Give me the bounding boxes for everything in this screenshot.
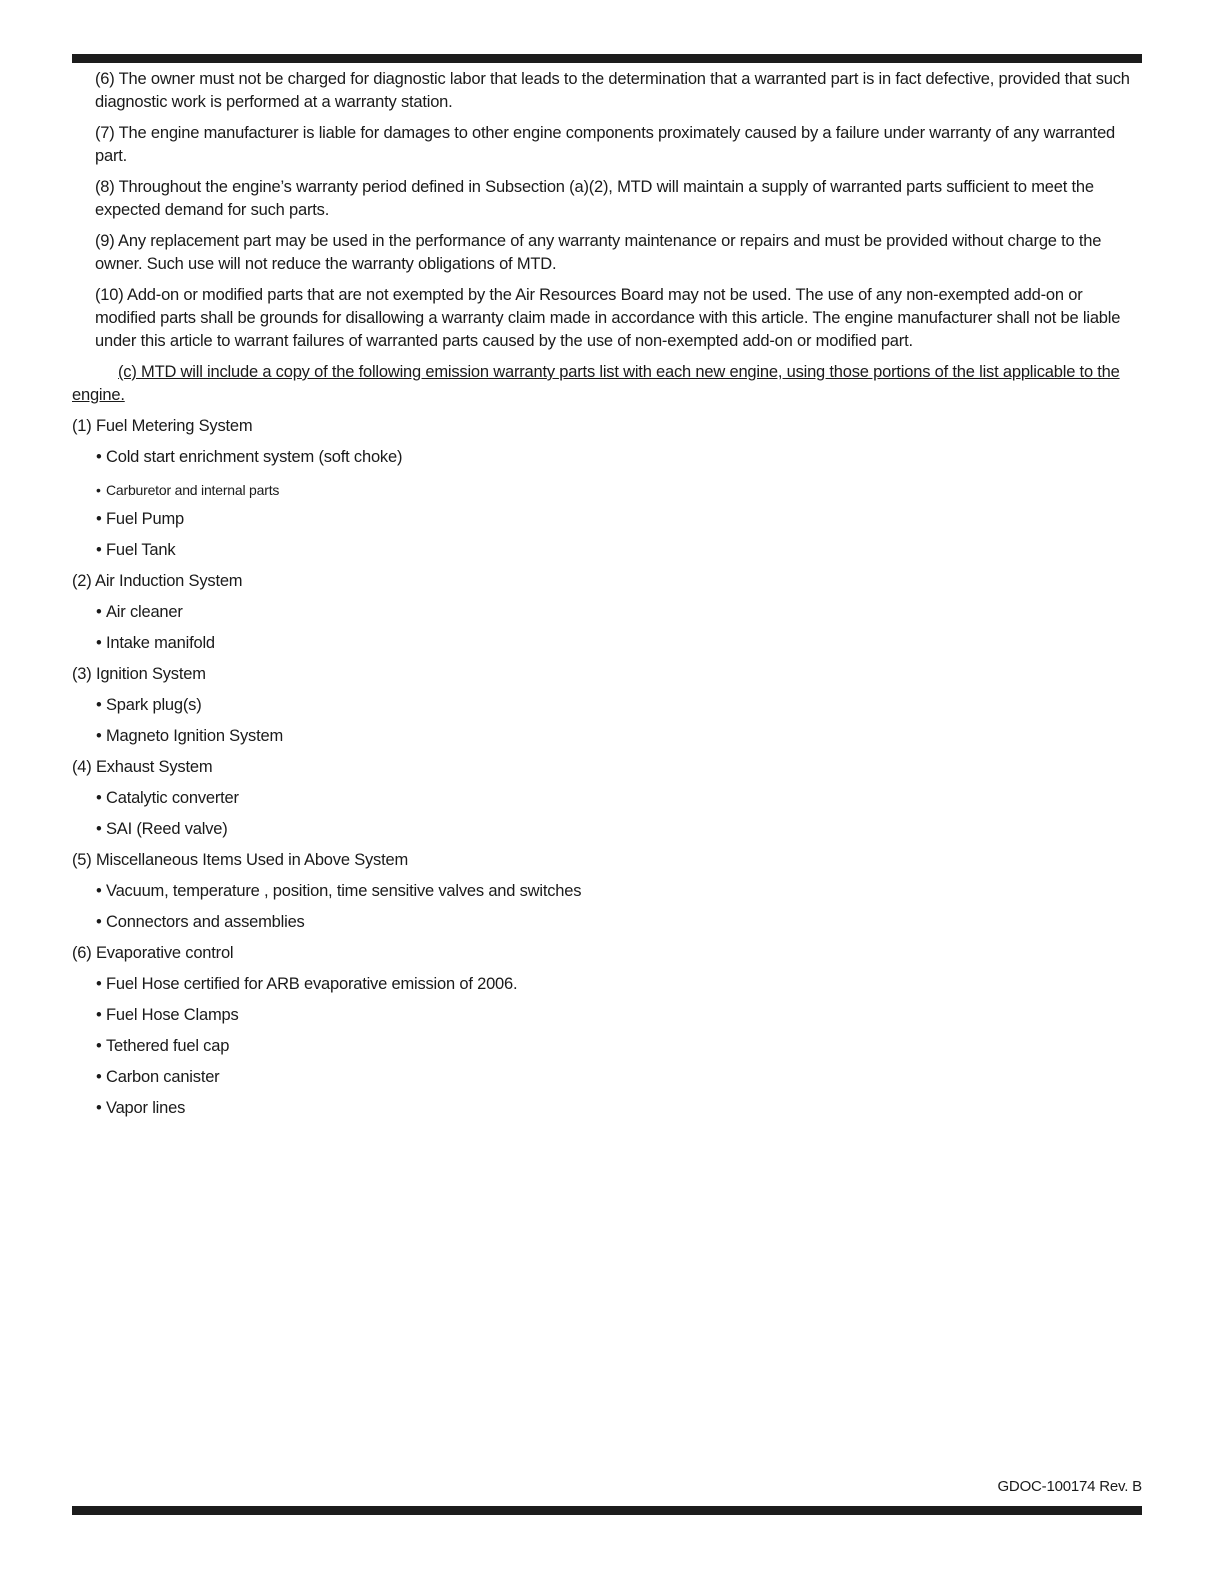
section-ignition	[72, 663, 1142, 756]
paragraph-10: (10) Add-on or modified parts that are not exempted by the Air Resources Board may not be used. The use of any non-exempted add-on or modified parts shall be grounds for disallowing a warranty claim made in accordance with this article. The engine manufacturer shall not be liable under this article to warrant failures of warranted parts caused by the use of non-exempted add-on or modified part.	[95, 286, 1121, 350]
section-heading: (4) Exhaust System	[72, 758, 213, 776]
list-item: • Air cleaner	[72, 601, 1142, 632]
list-item: • Intake manifold	[72, 632, 1142, 663]
list-item: • Fuel Hose Clamps	[72, 1004, 1142, 1035]
section-air-induction	[72, 570, 1142, 663]
list-item: • SAI (Reed valve)	[72, 818, 1142, 849]
bullet-icon: •	[96, 510, 102, 528]
bullet-icon: •	[96, 727, 102, 745]
list-item: • Cold start enrichment system (soft choke)	[72, 446, 1142, 477]
list-item: • Fuel Pump	[72, 508, 1142, 539]
top-rule	[72, 54, 1142, 63]
list-item: • Magneto Ignition System	[72, 725, 1142, 756]
section-heading: (3) Ignition System	[72, 665, 206, 683]
section-miscellaneous	[72, 849, 1142, 942]
bullet-icon: •	[96, 603, 102, 621]
section-heading: (2) Air Induction System	[72, 572, 243, 590]
bullet-icon: •	[96, 541, 102, 559]
bullet-icon: •	[96, 913, 102, 931]
bullet-icon: •	[96, 975, 102, 993]
section-heading: (1) Fuel Metering System	[72, 417, 253, 435]
list-item: • Connectors and assemblies	[72, 911, 1142, 942]
bullet-icon: •	[96, 1006, 102, 1024]
paragraph-6: (6) The owner must not be charged for diagnostic labor that leads to the determination that a warranted part is in fact defective, provided that such diagnostic work is performed at a warranty station.	[95, 70, 1130, 111]
list-item: • Catalytic converter	[72, 787, 1142, 818]
section-heading: (6) Evaporative control	[72, 944, 234, 962]
document-code: GDOC-100174 Rev. B	[997, 1478, 1142, 1495]
bullet-icon: •	[96, 882, 102, 900]
paragraph-9: (9) Any replacement part may be used in the performance of any warranty maintenance or repairs and must be provided without charge to the owner. Such use will not reduce the warranty obligations of MTD.	[95, 232, 1102, 273]
section-fuel-metering	[72, 415, 1142, 570]
list-item: • Fuel Tank	[72, 539, 1142, 570]
section-exhaust	[72, 756, 1142, 849]
document-body	[72, 68, 1142, 1128]
bullet-icon: •	[96, 482, 101, 498]
bullet-icon: •	[96, 789, 102, 807]
section-evaporative	[72, 942, 1142, 1128]
bullet-icon: •	[96, 634, 102, 652]
list-item: • Vapor lines	[72, 1097, 1142, 1128]
list-item: • Spark plug(s)	[72, 694, 1142, 725]
list-item: • Carbon canister	[72, 1066, 1142, 1097]
bullet-icon: •	[96, 820, 102, 838]
list-item: • Carburetor and internal parts	[96, 482, 280, 498]
bullet-icon: •	[96, 696, 102, 714]
bottom-rule	[72, 1506, 1142, 1515]
paragraph-7: (7) The engine manufacturer is liable for damages to other engine components proximately caused by a failure under warranty of any warranted part.	[95, 124, 1116, 165]
list-item: • Vacuum, temperature , position, time sensitive valves and switches	[72, 880, 1142, 911]
paragraph-8: (8) Throughout the engine’s warranty period defined in Subsection (a)(2), MTD will maintain a supply of warranted parts sufficient to meet the expected demand for such parts.	[95, 178, 1094, 219]
bullet-icon: •	[96, 1037, 102, 1055]
bullet-icon: •	[96, 448, 102, 466]
list-item: • Fuel Hose certified for ARB evaporative emission of 2006.	[72, 973, 1142, 1004]
section-heading: (5) Miscellaneous Items Used in Above System	[72, 851, 409, 869]
list-item: • Tethered fuel cap	[72, 1035, 1142, 1066]
parts-list-intro: (c) MTD will include a copy of the following emission warranty parts list with each new engine, using those portions of the list applicable to the engine.	[72, 363, 1120, 404]
bullet-icon: •	[96, 1068, 102, 1086]
bullet-icon: •	[96, 1099, 102, 1117]
